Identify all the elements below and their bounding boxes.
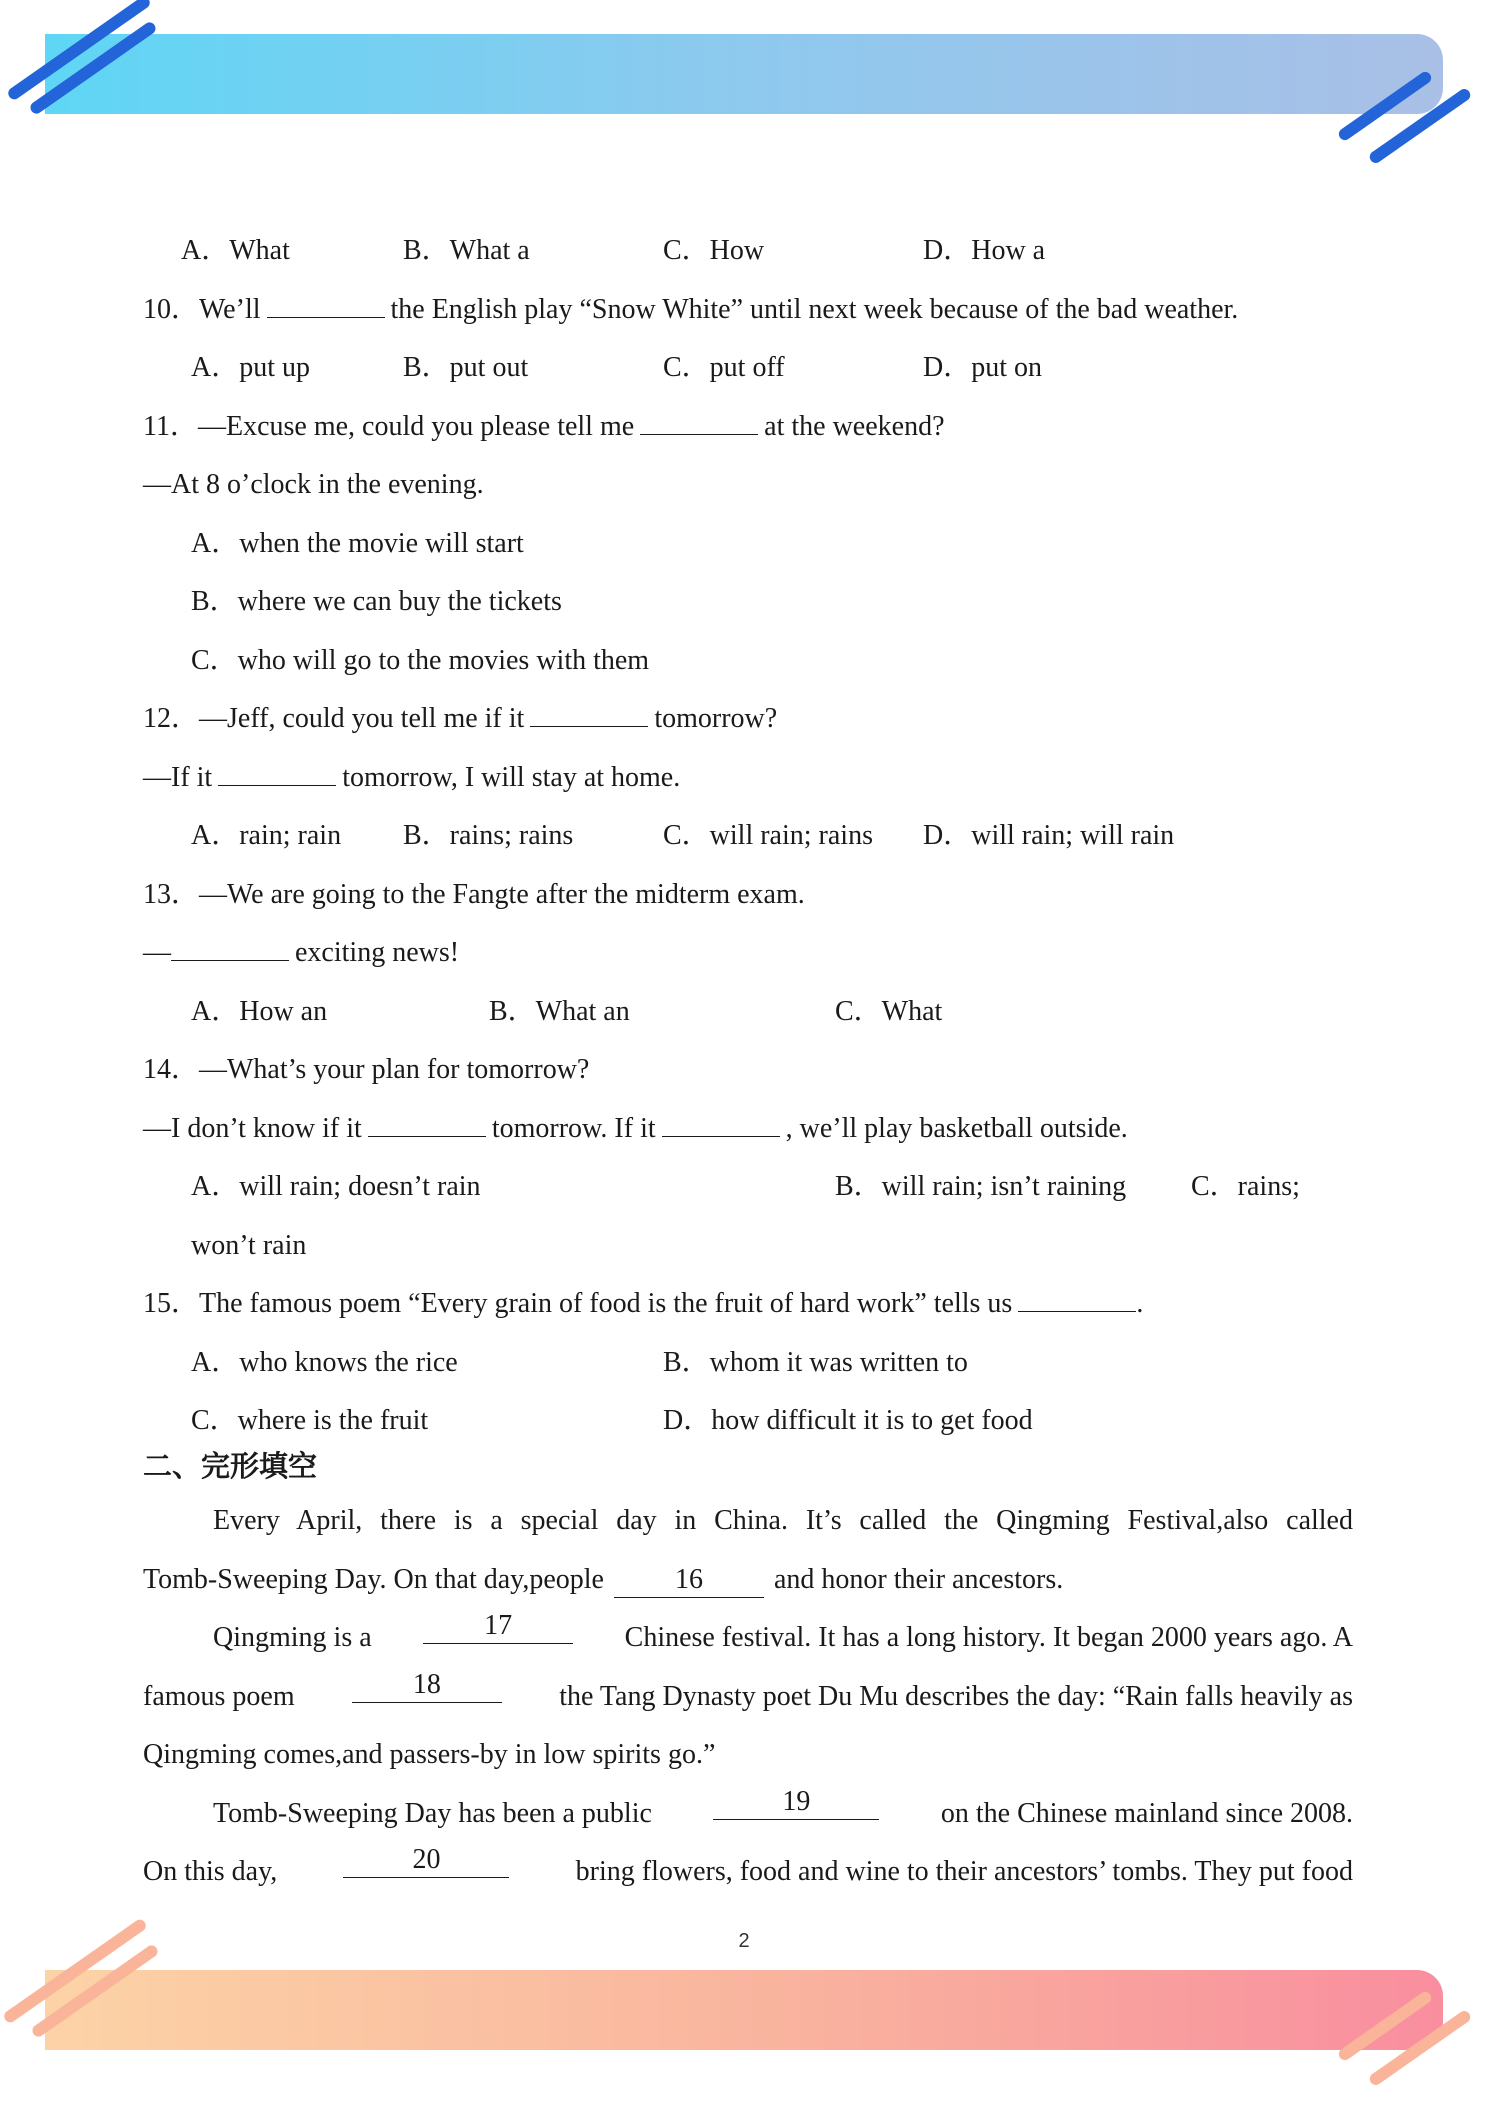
blank-19: 19 <box>713 1785 879 1820</box>
q13-option-b: B．What an <box>489 995 630 1027</box>
q13-reply <box>143 924 1353 983</box>
q15-option-a: A．who knows the rice <box>191 1346 458 1378</box>
q13-options <box>143 983 1353 1042</box>
q12-option-d: D．will rain; will rain <box>923 820 1175 851</box>
q14-option-b: B．will rain; isn’t raining <box>835 1171 1127 1202</box>
footer-stripes-right <box>1320 1970 1488 2104</box>
q12-reply-suffix: tomorrow, I will stay at home. <box>342 761 681 793</box>
blank-17: 17 <box>423 1609 573 1644</box>
q15-suffix: . <box>1136 1288 1144 1319</box>
q14-option-c-continued: won’t rain <box>191 1229 307 1261</box>
q12-suffix: tomorrow? <box>654 703 778 734</box>
q10-suffix: the English play “Snow White” until next week because of the bad weather. <box>390 293 1239 325</box>
passage-p1-line2 <box>143 1551 1353 1610</box>
q14-reply-mid: tomorrow. If it <box>491 1112 656 1144</box>
document-body <box>143 222 1353 1902</box>
passage-p2-line1-suffix: Chinese festival. It has a long history. It began 2000 years ago. A <box>624 1622 1353 1653</box>
q14-option-c: C．rains; <box>1191 1171 1300 1202</box>
section-title: 二、完形填空 <box>143 1449 318 1483</box>
q10-option-b: B．put out <box>403 352 529 383</box>
q10-option-c: C．put off <box>663 352 785 383</box>
q15-options-row2 <box>143 1392 1353 1440</box>
q11-option-a-line <box>143 515 1353 574</box>
q11-option-c: C．who will go to the movies with them <box>191 644 650 676</box>
q11-option-b: B．where we can buy the tickets <box>191 586 562 617</box>
q9-options <box>143 222 1353 281</box>
q9-option-b: B．What a <box>403 235 530 266</box>
q15-prefix: 15．The famous poem “Every grain of food is the fruit of hard work” tells us <box>143 1288 1013 1319</box>
passage-p3-line2 <box>143 1843 1353 1902</box>
passage-p1-line2-suffix: and honor their ancestors. <box>773 1563 1064 1595</box>
q13-option-a: A．How an <box>191 995 328 1027</box>
blank-18: 18 <box>352 1668 502 1703</box>
q12-stem <box>143 690 1353 749</box>
q10-prefix: 10．We’ll <box>143 293 261 325</box>
passage-p3-line1-prefix: Tomb-Sweeping Day has been a public <box>213 1797 652 1829</box>
passage-p2-line1 <box>143 1609 1353 1668</box>
q13-stem: 13．—We are going to the Fangte after the midterm exam. <box>143 878 805 910</box>
passage-p2-line2-suffix: the Tang Dynasty poet Du Mu describes the day: “Rain falls heavily as <box>559 1680 1353 1712</box>
q11-option-c-line <box>143 632 1353 691</box>
q11-option-a: A．when the movie will start <box>191 527 524 559</box>
passage-p2-line1-prefix: Qingming is a <box>213 1622 372 1653</box>
q9-option-a: A．What <box>181 235 290 266</box>
q14-option-a: A．will rain; doesn’t rain <box>191 1171 481 1202</box>
q15-option-d: D．how difficult it is to get food <box>663 1405 1033 1436</box>
header-banner <box>45 34 1443 114</box>
q12-option-a: A．rain; rain <box>191 820 342 851</box>
q9-option-d: D．How a <box>923 235 1046 266</box>
q12-blank-1 <box>530 692 648 727</box>
q11-blank <box>640 400 758 435</box>
passage-p3-line1 <box>143 1785 1353 1844</box>
passage-p2-line2-prefix: famous poem <box>143 1680 295 1712</box>
q14-blank-2 <box>662 1102 780 1137</box>
q15-option-c: C．where is the fruit <box>191 1405 429 1436</box>
q12-option-c: C．will rain; rains <box>663 820 873 851</box>
q14-option-c-continued-line <box>143 1217 1353 1276</box>
q11-prefix: 11．—Excuse me, could you please tell me <box>143 410 635 442</box>
q11-option-b-line <box>143 573 1353 632</box>
passage-p1-line2-prefix: Tomb-Sweeping Day. On that day,people <box>143 1563 604 1595</box>
q14-stem: 14．—What’s your plan for tomorrow? <box>143 1054 590 1085</box>
q9-option-c: C．How <box>663 235 765 266</box>
q13-blank <box>171 926 289 961</box>
q14-blank-1 <box>368 1102 486 1137</box>
q15-blank <box>1018 1277 1136 1312</box>
q12-blank-2 <box>218 751 336 786</box>
q13-option-c: C．What <box>835 995 943 1027</box>
q12-options <box>143 807 1353 866</box>
header-stripes-right <box>1320 50 1488 180</box>
q14-options <box>143 1158 1353 1217</box>
q15-stem <box>143 1275 1353 1334</box>
footer-banner <box>45 1970 1443 2050</box>
page-number: 2 <box>738 1930 750 1952</box>
passage-p1-line1: Every April, there is a special day in China. It’s called the Qingming Festival,also called <box>213 1505 1353 1536</box>
q12-reply-prefix: —If it <box>143 761 213 793</box>
passage-p3-line2-prefix: On this day, <box>143 1856 278 1887</box>
q11-reply: —At 8 o’clock in the evening. <box>143 469 484 500</box>
blank-16: 16 <box>614 1563 764 1598</box>
passage-p2-line3: Qingming comes,and passers-by in low spirits go.” <box>143 1739 716 1770</box>
q15-options-row1 <box>143 1334 1353 1393</box>
q12-reply <box>143 749 1353 808</box>
q10-stem <box>143 281 1353 340</box>
q11-stem <box>143 398 1353 457</box>
header-stripes-left <box>0 0 160 120</box>
q10-blank <box>267 283 385 318</box>
q10-option-d: D．put on <box>923 352 1043 383</box>
passage-p2-line2 <box>143 1668 1353 1727</box>
passage-p3-line1-suffix: on the Chinese mainland since 2008. <box>940 1797 1353 1829</box>
q15-option-b: B．whom it was written to <box>663 1346 968 1378</box>
q13-reply-prefix: — <box>143 937 171 968</box>
q14-reply <box>143 1100 1353 1159</box>
q11-suffix: at the weekend? <box>764 410 945 442</box>
q12-prefix: 12．—Jeff, could you tell me if it <box>143 703 525 734</box>
q10-option-a: A．put up <box>191 352 311 383</box>
q10-options <box>143 339 1353 398</box>
q12-option-b: B．rains; rains <box>403 820 574 851</box>
blank-20: 20 <box>343 1843 509 1878</box>
q13-reply-suffix: exciting news! <box>295 937 460 968</box>
passage-p3-line2-suffix: bring flowers, food and wine to their ancestors’ tombs. They put food <box>575 1856 1353 1887</box>
q14-reply-prefix: —I don’t know if it <box>143 1112 362 1144</box>
q14-reply-suffix: , we’ll play basketball outside. <box>785 1112 1128 1144</box>
